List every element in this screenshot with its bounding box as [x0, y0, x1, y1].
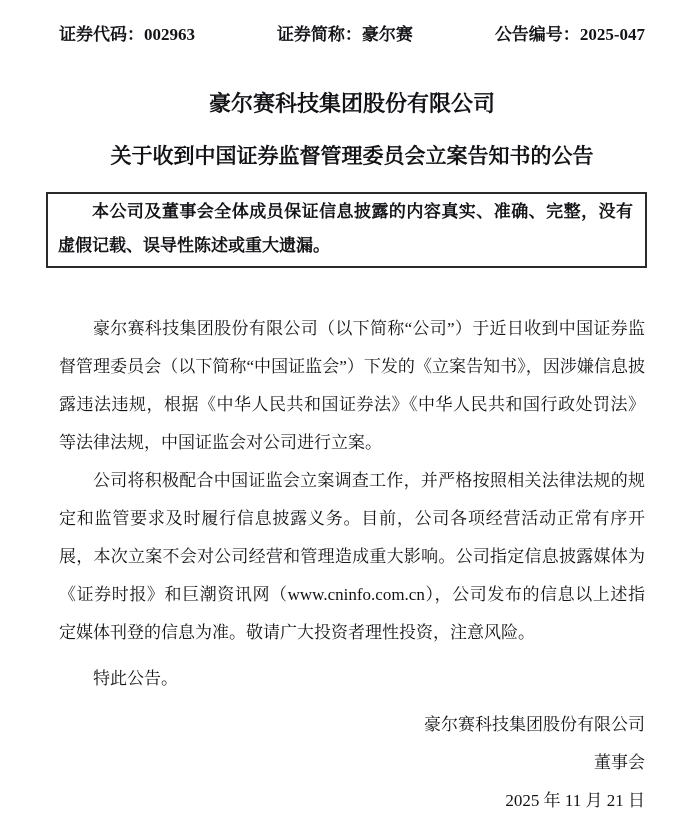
paragraph-case-filing-notice: 豪尔赛科技集团股份有限公司（以下简称“公司”）于近日收到中国证券监督管理委员会（以下简称“中国证监会”）下发的《立案告知书》，因涉嫌信息披露违法违规，根据《中华人民共和国证券法》《中华人民共和国行政处罚法》等法律法规，中国证监会对公司进行立案。 [59, 319, 645, 452]
stock-code-value: 002963 [144, 25, 195, 44]
signature-block [59, 706, 645, 820]
signature-company: 豪尔赛科技集团股份有限公司 [424, 715, 645, 734]
signature-signer: 董事会 [594, 753, 645, 772]
announcement-number-value: 2025-047 [579, 25, 645, 44]
announcement-body [59, 310, 645, 698]
signature-date: 2025 年 11 月 21 日 [505, 791, 645, 810]
closing-statement: 特此公告。 [93, 669, 178, 688]
announcement-title: 关于收到中国证券监督管理委员会立案告知书的公告 [110, 144, 594, 168]
announcement-number-label: 公告编号： [494, 25, 580, 44]
stock-name [277, 24, 413, 46]
document-header [59, 24, 645, 46]
disclaimer-text: 本公司及董事会全体成员保证信息披露的内容真实、准确、完整，没有虚假记载、误导性陈述或重大遗漏。 [58, 202, 633, 255]
stock-code [59, 24, 195, 46]
stock-name-label: 证券简称： [276, 25, 362, 44]
disclaimer-box [46, 192, 647, 268]
announcement-number [495, 24, 645, 46]
stock-code-label: 证券代码： [59, 25, 144, 44]
stock-name-value: 豪尔赛 [361, 25, 413, 44]
company-title: 豪尔赛科技集团股份有限公司 [208, 91, 495, 116]
paragraph-cooperation-statement: 公司将积极配合中国证监会立案调查工作，并严格按照相关法律法规的规定和监管要求及时履行信息披露义务。目前，公司各项经营活动正常有序开展，本次立案不会对公司经营和管理造成重大影响。公司指定信息披露媒体为《证券时报》和巨潮资讯网（www.cninfo.com.cn），公司发布的信息以上述指定媒体刊登的信息为准。敬请广大投资者理性投资，注意风险。 [59, 471, 645, 642]
